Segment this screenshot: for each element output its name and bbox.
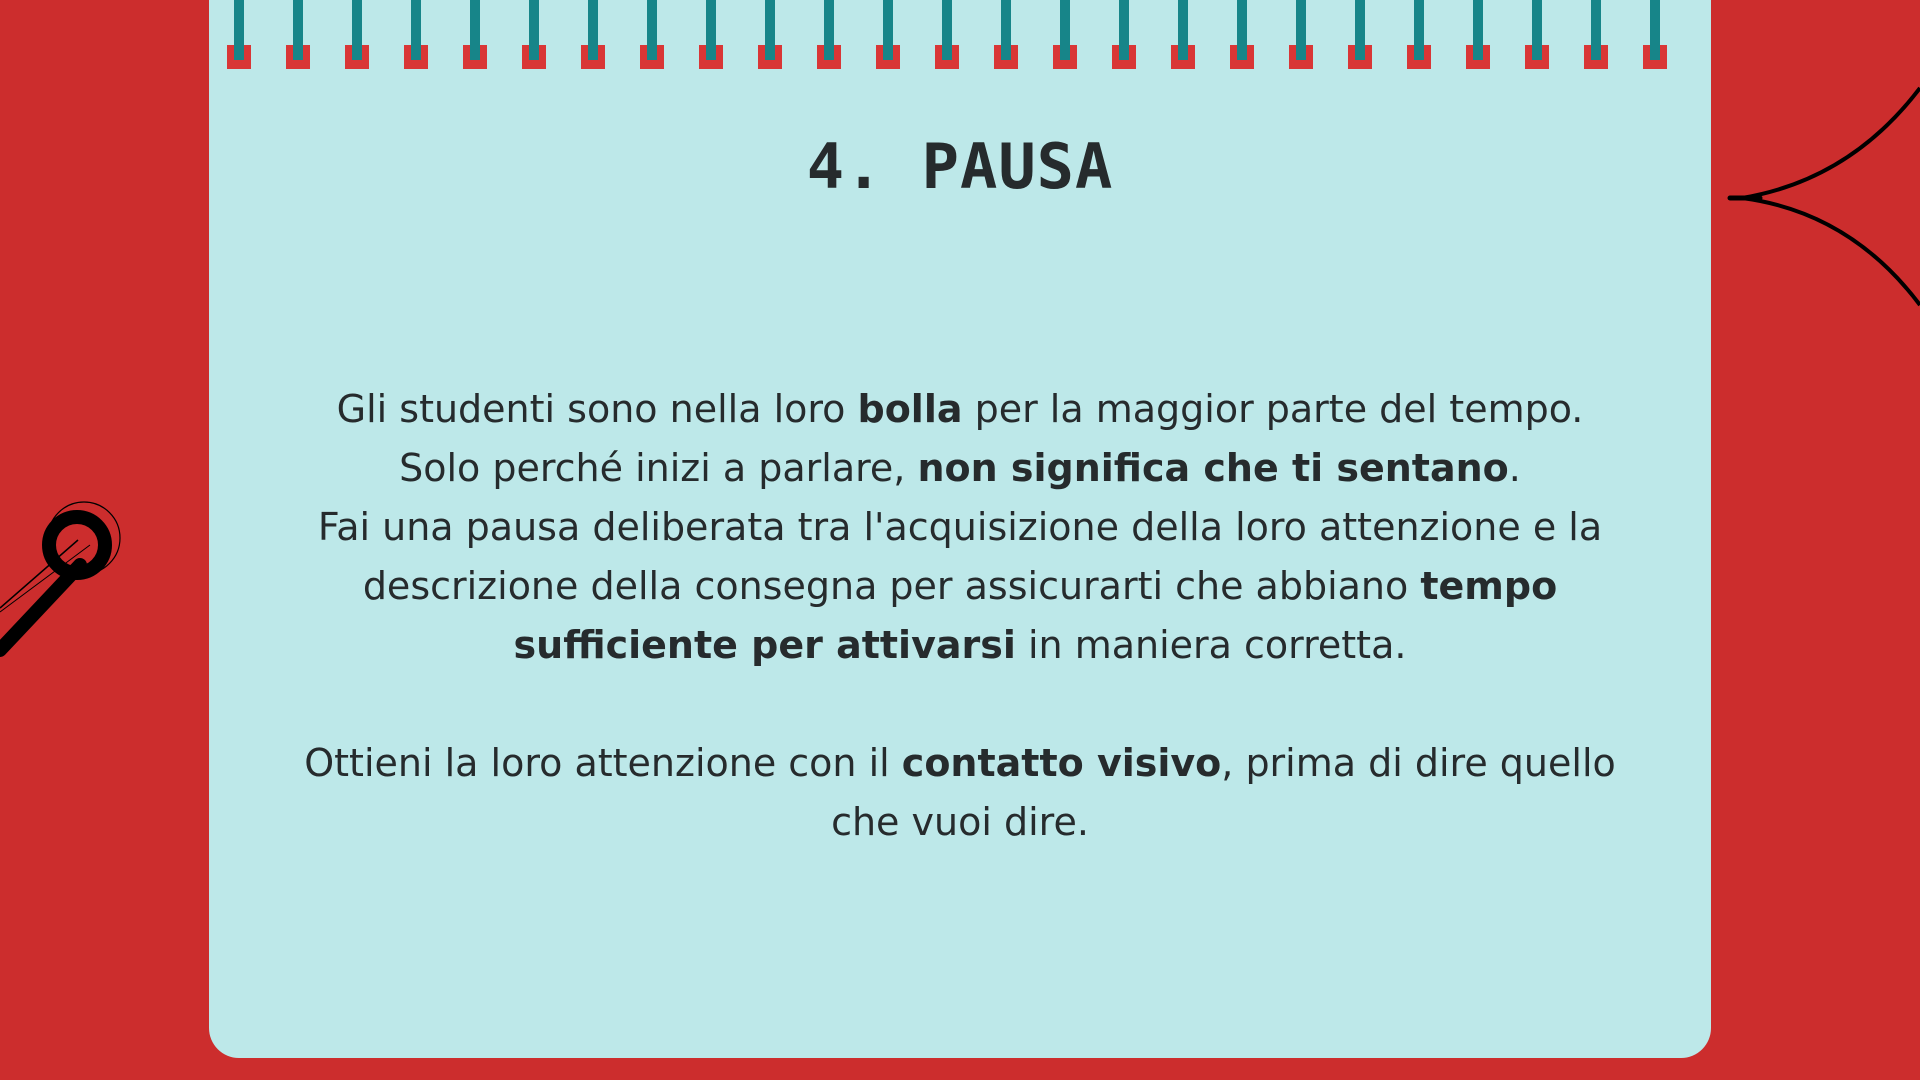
binding-ring <box>1060 0 1070 60</box>
binding-ring <box>1473 0 1483 60</box>
text-run: Gli studenti sono nella loro <box>336 387 858 431</box>
bold-phrase: contatto visivo <box>901 741 1222 785</box>
notebook-page <box>209 0 1711 1058</box>
binding-ring <box>1650 0 1660 60</box>
paragraph-bubble <box>279 380 1641 439</box>
binding-ring <box>1532 0 1542 60</box>
text-run: Fai una pausa deliberata tra l'acquisizione della loro attenzione e la descrizione della consegna per assicurarti che abbiano <box>317 505 1603 608</box>
body-text <box>279 380 1641 852</box>
text-run: Ottieni la loro attenzione con il <box>304 741 902 785</box>
paragraph-listening <box>279 439 1641 498</box>
text-run: in maniera corretta. <box>1015 623 1407 667</box>
binding-ring <box>411 0 421 60</box>
paragraph-eye-contact <box>279 734 1641 852</box>
binding-ring <box>824 0 834 60</box>
bold-phrase: tempo sufficiente per attivarsi <box>513 564 1558 667</box>
binding-ring <box>352 0 362 60</box>
binding-ring <box>1119 0 1129 60</box>
binding-ring <box>1355 0 1365 60</box>
text-run: per la maggior parte del tempo. <box>962 387 1584 431</box>
binding-ring <box>1296 0 1306 60</box>
binding-ring <box>942 0 952 60</box>
binding-ring <box>529 0 539 60</box>
binding-ring <box>588 0 598 60</box>
binding-ring <box>1414 0 1424 60</box>
binding-ring <box>234 0 244 60</box>
text-run: , prima di dire quello che vuoi dire. <box>831 741 1616 844</box>
spiral-binding <box>209 0 1711 70</box>
paragraph-gap <box>279 675 1641 734</box>
curved-lines-decoration <box>1700 0 1920 340</box>
page-title: 4. PAUSA <box>806 130 1114 203</box>
binding-ring <box>1178 0 1188 60</box>
text-run: Solo perché inizi a parlare, <box>399 446 918 490</box>
binding-ring <box>1591 0 1601 60</box>
binding-ring <box>293 0 303 60</box>
binding-ring <box>765 0 775 60</box>
binding-ring <box>647 0 657 60</box>
binding-ring <box>706 0 716 60</box>
binding-ring <box>1001 0 1011 60</box>
pin-icon <box>0 0 140 700</box>
paragraph-pause <box>279 498 1641 675</box>
bold-phrase: non significa che ti sentano <box>917 446 1509 490</box>
binding-ring <box>883 0 893 60</box>
text-run: . <box>1508 446 1521 490</box>
bold-phrase: bolla <box>857 387 963 431</box>
binding-ring <box>470 0 480 60</box>
binding-ring <box>1237 0 1247 60</box>
